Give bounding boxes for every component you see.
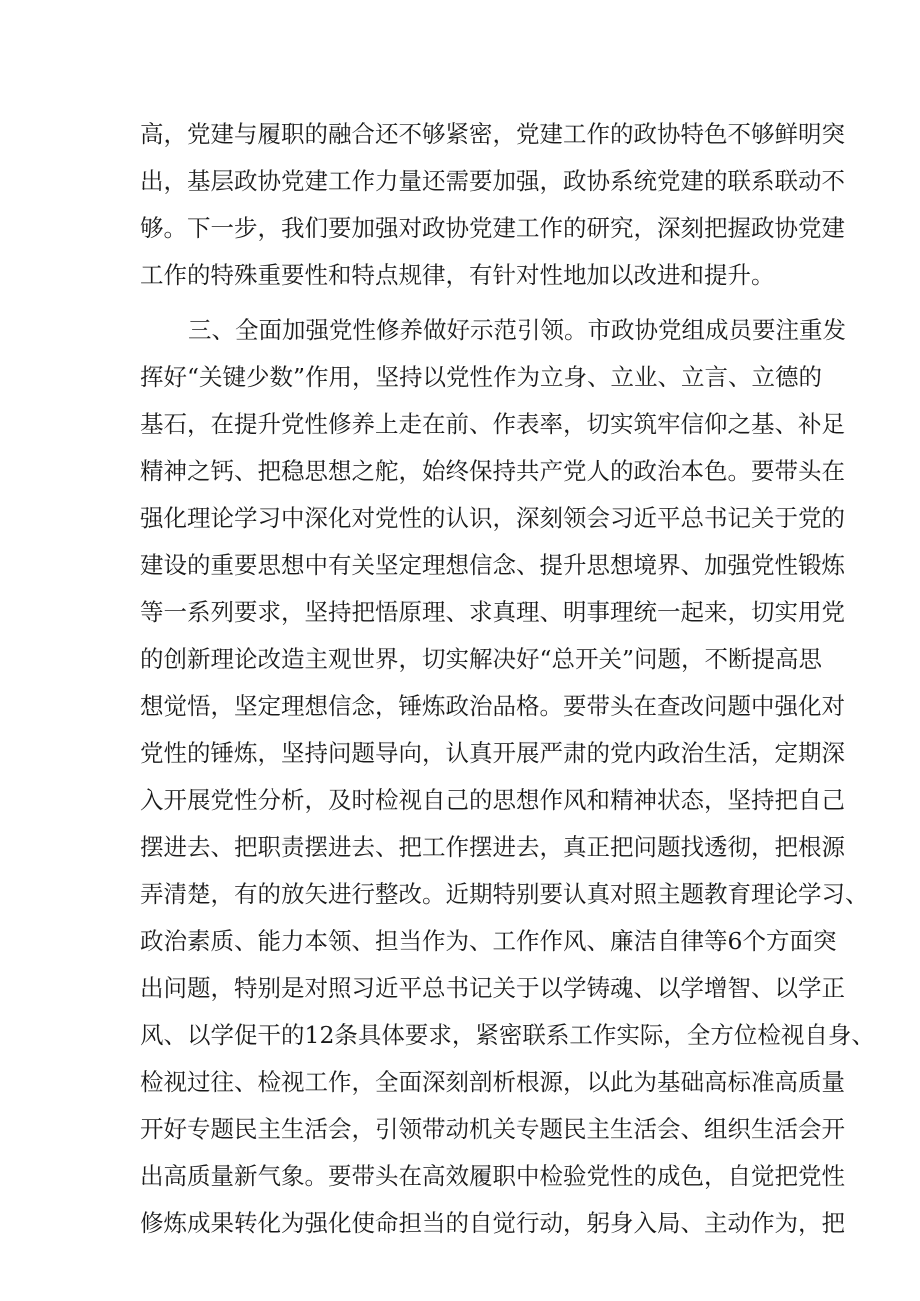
text-line: 修炼成果转化为强化使命担当的自觉行动，躬身入局、主动作为，把 xyxy=(140,1209,845,1237)
text-line: 出，基层政协党建工作力量还需要加强，政协系统党建的联系联动不 xyxy=(140,167,845,195)
text-line: 三、全面加强党性修养做好示范引领。市政协党组成员要注重发 xyxy=(188,316,846,344)
text-line: 强化理论学习中深化对党性的认识，深刻领会习近平总书记关于党的 xyxy=(140,504,845,532)
text-line: 基石，在提升党性修养上走在前、作表率，切实筑牢信仰之基、补足 xyxy=(140,410,845,438)
text-line: 工作的特殊重要性和特点规律，有针对性地加以改进和提升。 xyxy=(140,261,775,289)
text-line: 弄清楚，有的放矢进行整改。近期特别要认真对照主题教育理论学习、 xyxy=(140,880,869,908)
text-line: 党性的锤炼，坚持问题导向，认真开展严肃的党内政治生活，定期深 xyxy=(140,739,845,767)
text-line: 出问题，特别是对照习近平总书记关于以学铸魂、以学增智、以学正 xyxy=(140,974,845,1002)
text-line: 够。下一步，我们要加强对政协党建工作的研究，深刻把握政协党建 xyxy=(140,214,845,242)
text-line: 开好专题民主生活会，引领带动机关专题民主生活会、组织生活会开 xyxy=(140,1115,845,1143)
text-line: 出高质量新气象。要带头在高效履职中检验党性的成色，自觉把党性 xyxy=(140,1162,845,1190)
text-line: 的创新理论改造主观世界，切实解决好“总开关”问题，不断提高思 xyxy=(140,645,823,673)
text-line: 精神之钙、把稳思想之舵，始终保持共产党人的政治本色。要带头在 xyxy=(140,457,845,485)
text-line: 挥好“关键少数”作用，坚持以党性作为立身、立业、立言、立德的 xyxy=(140,363,823,391)
text-line: 想觉悟，坚定理想信念，锤炼政治品格。要带头在查改问题中强化对 xyxy=(140,692,845,720)
text-line: 摆进去、把职责摆进去、把工作摆进去，真正把问题找透彻，把根源 xyxy=(140,833,845,861)
text-line: 检视过往、检视工作，全面深刻剖析根源，以此为基础高标准高质量 xyxy=(140,1068,845,1096)
text-line: 高，党建与履职的融合还不够紧密，党建工作的政协特色不够鲜明突 xyxy=(140,120,845,148)
text-line: 政治素质、能力本领、担当作为、工作作风、廉洁自律等6个方面突 xyxy=(140,927,837,955)
text-line: 建设的重要思想中有关坚定理想信念、提升思想境界、加强党性锻炼 xyxy=(140,551,845,579)
text-line: 风、以学促干的12条具体要求，紧密联系工作实际，全方位检视自身、 xyxy=(140,1021,875,1049)
text-line: 入开展党性分析，及时检视自己的思想作风和精神状态，坚持把自己 xyxy=(140,786,845,814)
text-line: 等一系列要求，坚持把悟原理、求真理、明事理统一起来，切实用党 xyxy=(140,598,845,626)
